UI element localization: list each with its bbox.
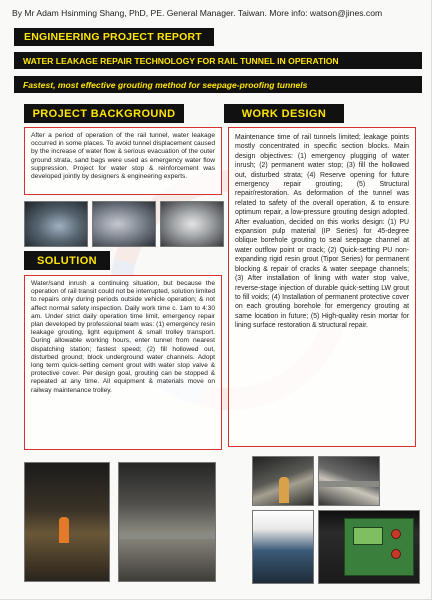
tunnel-leak-photo-1 — [24, 201, 88, 247]
project-title-banner: WATER LEAKAGE REPAIR TECHNOLOGY FOR RAIL TUNNEL IN OPERATION — [14, 52, 422, 69]
tunnel-work-photo-2 — [318, 456, 380, 506]
worker-figure — [59, 517, 69, 543]
tunnel-leak-photo-3 — [160, 201, 224, 247]
solution-heading: SOLUTION — [24, 251, 110, 270]
tagline-banner: Fastest, most effective grouting method for seepage-proofing tunnels — [14, 76, 422, 93]
grout-pump-control-panel — [344, 518, 414, 576]
worker-grouting-photo — [24, 462, 110, 582]
background-heading: PROJECT BACKGROUND — [24, 104, 184, 123]
railway-track-photo — [118, 462, 216, 582]
author-line: By Mr Adam Hsinming Shang, PhD, PE. General Manager. Taiwan. More info: watson@jines.com — [12, 8, 383, 18]
report-title-banner: ENGINEERING PROJECT REPORT — [14, 28, 214, 46]
tunnel-leak-photo-2 — [92, 201, 156, 247]
work-design-text-box: Maintenance time of rail tunnels limited; leakage points mostly concentrated in specific section blocks. Main design objectives: (1) emergency plugging of water inrush; (2) permanent water stop; (3) fill the hollowed out, disturbed strata; (4) Reserve opening for future emergency repair grouting; (5) Structural repair/restoration. As deformation of the tunnel was related to safety of the overall operation, & to ensure optimum repair, a low-pressure grouting design adopted. After evaluation, decided on this works design: (1) PU expansion pulp material (IP Series) for 45-degree oblique borehole grouting to seal seepage channel at water outflow point or crack; (2) Quick-setting PU non-expanding rigid resin grout (Tipor Series) for permanent blocking & repair of cracks & water seepage channels; (3) After installation of lining with water stop valve, reverse-stage injection of durable quick-setting LW grout to fill voids; (4) Installation of permanent protective cover on each grouting borehole for emergency grouting at same location in future; (5) High-quality resin mortar for lining surface restoration & structural repair. — [228, 127, 416, 447]
background-text-box: After a period of operation of the rail tunnel, water leakage occurred in some places. To avoid tunnel displacement caused by the increase of water flow & serious evacuation of the outer ground strata, sand bags were used as emergency water flow suppression. Project for water stop & reinforcement was developed jointly by designers & engineering experts. — [24, 127, 222, 195]
work-design-heading: WORK DESIGN — [224, 104, 344, 123]
rail-track — [119, 533, 215, 539]
control-screen — [353, 527, 383, 545]
grouting-equipment-photo — [252, 510, 314, 584]
solution-text-box: Water/sand inrush a continuing situation, but because the operation of rail transit could not be interrupted, solution limited to repairs only during periods outside vehicle operation; & not affect normal safety inspection. Daily work time c. 1am to 4:30 am. Under strict daily operation time limit, emergency repair plan developed by professional team was: (1) emergency resin leakage grouting, light equipment & small trolley transport. During allowable working hours, enter tunnel from nearest dispatching station; fastest speed; (2) fill hollowed out, disturbed ground; block underground water channels. Adopt long term quick-setting cement grout with water stop valve & protective cover. Per design goal, grouting can be stopped & repeated at any time. All equipment & materials move on railway maintenance trolley. — [24, 275, 222, 450]
pressure-dial — [391, 549, 401, 559]
tunnel-work-photo-1 — [252, 456, 314, 506]
pressure-dial — [391, 529, 401, 539]
worker-figure — [279, 477, 289, 503]
grout-pipe — [319, 481, 379, 487]
